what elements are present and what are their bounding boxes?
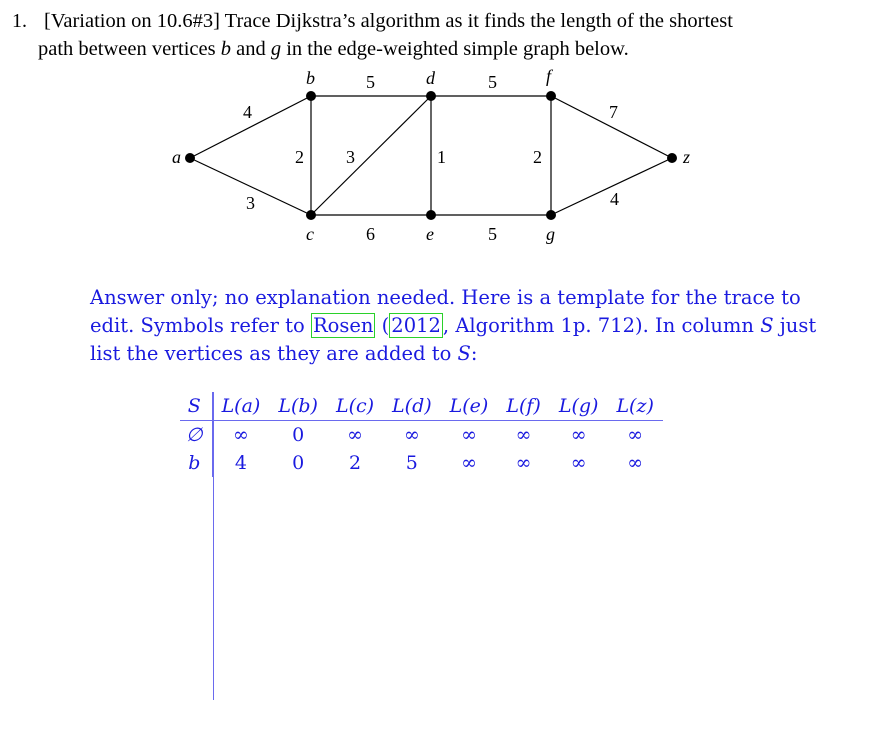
weight-f-z: 7 — [609, 102, 618, 122]
col-header-lg: L(g) — [550, 392, 608, 421]
col-header-lf: L(f) — [497, 392, 549, 421]
vertex-a — [185, 153, 195, 163]
col-header-la: L(a) — [212, 392, 269, 421]
answer-text: edit. Symbols refer to — [90, 314, 311, 337]
cell-la[interactable]: ∞ — [233, 424, 249, 446]
cell-ld[interactable]: ∞ — [403, 424, 420, 446]
cell-s[interactable]: ∅ — [180, 421, 212, 450]
weight-a-c: 3 — [246, 193, 255, 213]
cell-lf[interactable]: ∞ — [515, 452, 532, 474]
citation-author-link[interactable]: Rosen — [312, 314, 374, 337]
vertex-e — [426, 210, 436, 220]
set-s-symbol: S — [457, 342, 471, 365]
trace-table — [180, 392, 663, 477]
weight-c-d: 3 — [346, 147, 355, 167]
col-header-lc: L(c) — [327, 392, 383, 421]
weight-g-z: 4 — [610, 189, 619, 209]
col-header-le: L(e) — [441, 392, 498, 421]
vertex-label-g: g — [546, 224, 555, 244]
weight-d-e: 1 — [437, 147, 446, 167]
vertex-label-e: e — [426, 224, 434, 244]
answer-text: : — [470, 342, 478, 365]
set-s-symbol: S — [760, 314, 774, 337]
weight-c-e: 6 — [366, 224, 375, 244]
vertex-d — [426, 91, 436, 101]
vertex-label-d: d — [426, 68, 435, 88]
answer-text: ( — [375, 314, 390, 337]
weight-d-f: 5 — [488, 72, 497, 92]
weight-b-d: 5 — [366, 72, 375, 92]
col-header-ld: L(d) — [383, 392, 441, 421]
answer-line-2 — [90, 314, 816, 337]
vertex-g — [546, 210, 556, 220]
cell-lf[interactable]: ∞ — [515, 424, 532, 446]
vertex-b-ref: b — [220, 38, 231, 60]
vertex-f — [546, 91, 556, 101]
cell-lg[interactable]: ∞ — [570, 424, 587, 446]
cell-lg[interactable]: ∞ — [570, 452, 587, 474]
cell-lb[interactable]: 0 — [292, 424, 305, 446]
vertex-label-f: f — [546, 66, 552, 86]
answer-text: , Algorithm 1p. 712). In column — [442, 314, 761, 337]
weighted-graph — [0, 0, 886, 260]
cell-lc[interactable]: ∞ — [347, 424, 363, 446]
table-row — [180, 421, 663, 450]
cell-lz[interactable]: ∞ — [627, 424, 644, 446]
cell-lb[interactable]: 0 — [292, 452, 305, 474]
col-header-s: S — [180, 392, 212, 421]
question-number: 1. — [12, 10, 27, 32]
cell-le[interactable]: ∞ — [461, 452, 477, 474]
cell-lc[interactable]: 2 — [348, 452, 362, 474]
answer-text: list the vertices as they are added to — [90, 342, 458, 365]
answer-line-3 — [90, 342, 477, 365]
question-text: path between vertices — [38, 38, 221, 60]
answer-line-1: Answer only; no explanation needed. Here is a template for the trace to — [90, 286, 801, 309]
table-header-row — [180, 392, 663, 421]
vertex-label-b: b — [306, 68, 315, 88]
vertex-c — [306, 210, 316, 220]
table-row — [180, 449, 663, 477]
cell-la[interactable]: 4 — [234, 452, 247, 474]
answer-text: just — [773, 314, 817, 337]
col-header-lz: L(z) — [607, 392, 662, 421]
vertex-label-z: z — [683, 147, 691, 167]
graph-edges — [190, 96, 672, 215]
question-line-1: [Variation on 10.6#3] Trace Dijkstra’s algorithm as it finds the length of the shortest — [44, 10, 733, 32]
edge-c-d — [311, 96, 431, 215]
cell-lz[interactable]: ∞ — [627, 452, 644, 474]
question-text: in the edge-weighted simple graph below. — [281, 38, 629, 60]
vertex-g-ref: g — [270, 38, 282, 60]
col-header-lb: L(b) — [269, 392, 327, 421]
vertex-label-c: c — [306, 224, 314, 244]
vertex-b — [306, 91, 316, 101]
weight-f-g: 2 — [533, 147, 542, 167]
weight-a-b: 4 — [243, 102, 252, 122]
cell-ld[interactable]: 5 — [405, 452, 418, 474]
weight-e-g: 5 — [488, 224, 497, 244]
cell-s[interactable]: b — [180, 449, 212, 477]
weight-b-c: 2 — [295, 147, 304, 167]
vertex-label-a: a — [172, 147, 181, 167]
vertex-z — [667, 153, 677, 163]
question-text: and — [230, 38, 271, 60]
cell-le[interactable]: ∞ — [461, 424, 477, 446]
citation-year-link[interactable]: 2012 — [391, 314, 441, 337]
